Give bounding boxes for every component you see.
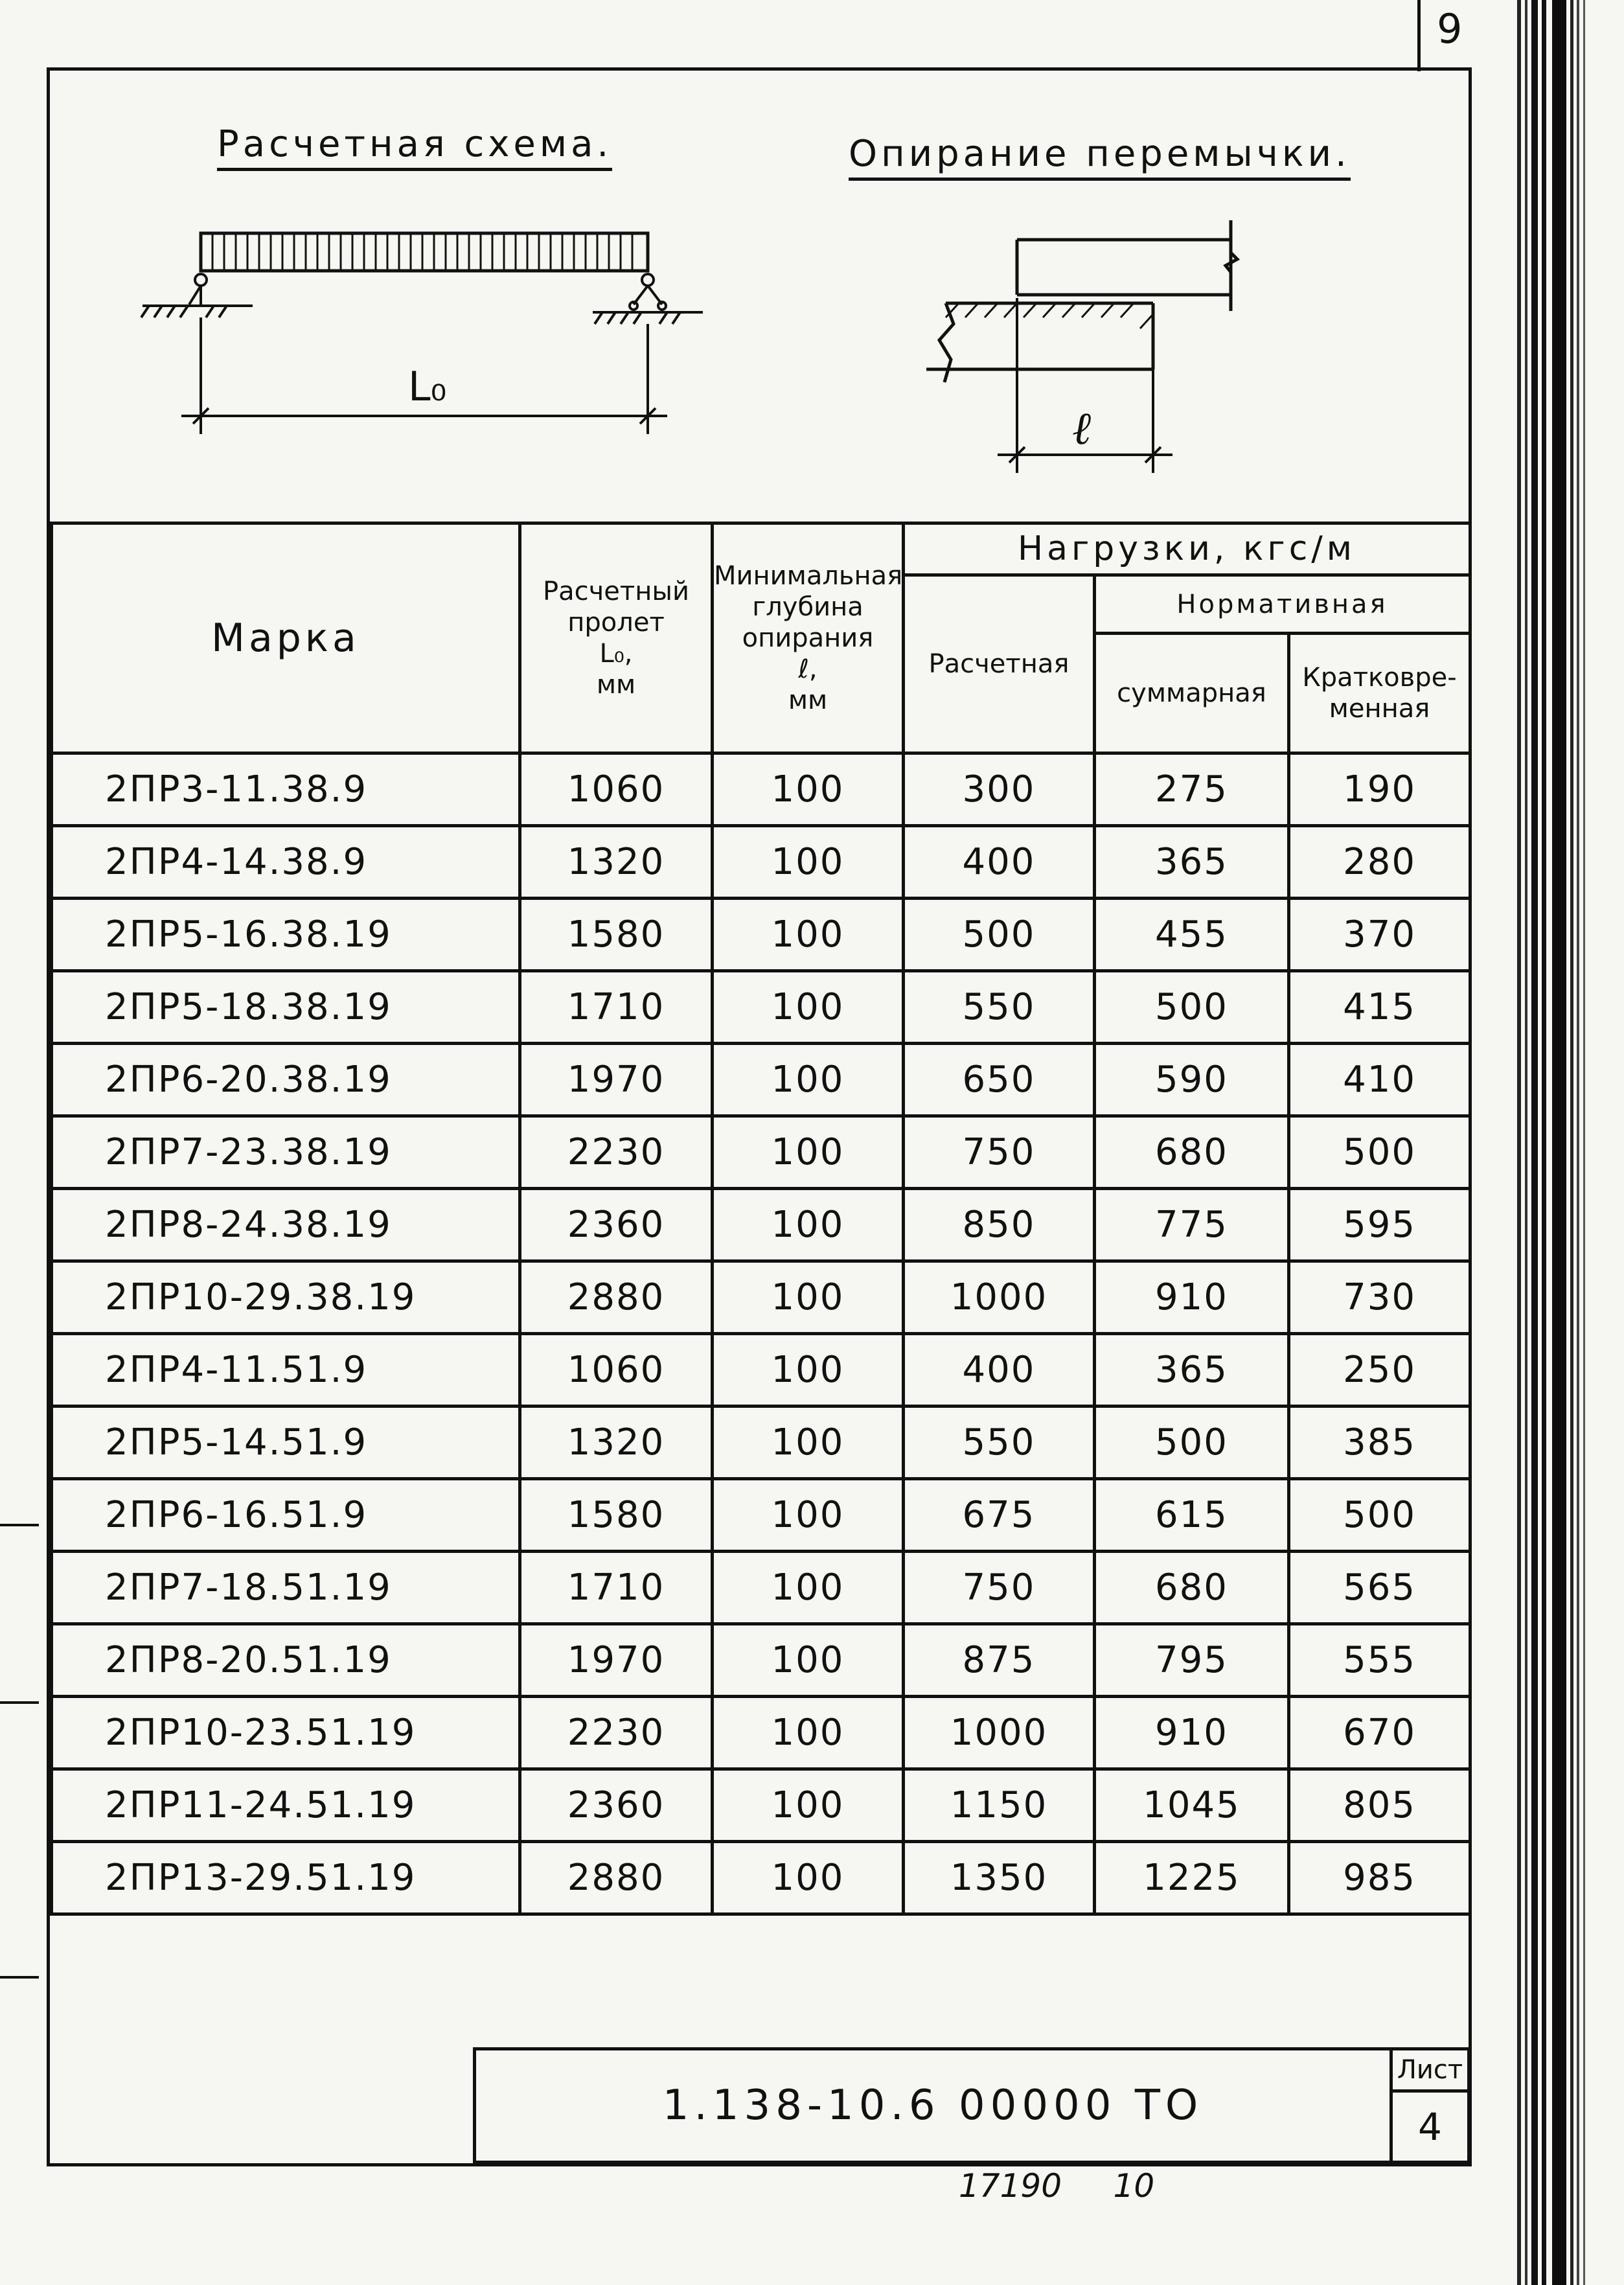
cell-design: 875 [904,1624,1095,1697]
cell-span: 1320 [520,826,713,899]
table-row [52,971,1470,1044]
document-code: 1.138-10.6 00000 ТО [473,2047,1393,2164]
cell-design: 300 [904,753,1095,826]
cell-short: 280 [1289,826,1470,899]
margin-tick [0,1701,39,1704]
page-number-rule [1417,0,1421,71]
table-row [52,1842,1470,1914]
cell-depth: 100 [713,1842,904,1914]
cell-depth: 100 [713,1261,904,1334]
cell-short: 370 [1289,899,1470,971]
header-shortterm: Кратковре- менная [1289,634,1470,753]
cell-span: 1710 [520,1552,713,1624]
span-label: L₀ [408,363,447,410]
cell-mark: 2ПР7-23.38.19 [52,1116,520,1189]
header-depth: Минимальная глубина опирания ℓ, мм [713,523,904,753]
support-heading: Опирание перемычки. [849,133,1351,181]
cell-total: 910 [1095,1697,1289,1769]
cell-depth: 100 [713,971,904,1044]
cell-span: 1060 [520,753,713,826]
cell-design: 400 [904,826,1095,899]
cell-span: 1580 [520,1479,713,1552]
cell-span: 2230 [520,1116,713,1189]
cell-short: 500 [1289,1479,1470,1552]
cell-short: 500 [1289,1116,1470,1189]
cell-design: 750 [904,1552,1095,1624]
sheet-number: 4 [1390,2089,1470,2164]
cell-total: 455 [1095,899,1289,971]
table-row [52,1261,1470,1334]
header-total: суммарная [1095,634,1289,753]
table-row [52,899,1470,971]
table-row [52,1479,1470,1552]
cell-mark: 2ПР6-16.51.9 [52,1479,520,1552]
cell-design: 400 [904,1334,1095,1407]
cell-design: 550 [904,971,1095,1044]
left-support [141,274,253,317]
binding-strip [1516,0,1624,2285]
cell-total: 365 [1095,826,1289,899]
cell-depth: 100 [713,753,904,826]
cell-depth: 100 [713,1769,904,1842]
cell-short: 595 [1289,1189,1470,1261]
header-mark: Марка [52,523,520,753]
cell-span: 1320 [520,1407,713,1479]
cell-total: 680 [1095,1552,1289,1624]
cell-design: 750 [904,1116,1095,1189]
cell-design: 850 [904,1189,1095,1261]
cell-span: 2230 [520,1697,713,1769]
cell-mark: 2ПР5-16.38.19 [52,899,520,971]
cell-design: 1000 [904,1261,1095,1334]
cell-span: 1710 [520,971,713,1044]
scheme-heading: Расчетная схема. [217,123,612,171]
header-normative: Нормативная [1095,575,1470,634]
cell-total: 365 [1095,1334,1289,1407]
cell-short: 385 [1289,1407,1470,1479]
specification-table [50,522,1472,1916]
cell-mark: 2ПР10-23.51.19 [52,1697,520,1769]
cell-depth: 100 [713,1697,904,1769]
cell-design: 1150 [904,1769,1095,1842]
cell-mark: 2ПР3-11.38.9 [52,753,520,826]
cell-depth: 100 [713,1479,904,1552]
header-span: Расчетный пролет L₀, мм [520,523,713,753]
cell-total: 615 [1095,1479,1289,1552]
table-row [52,1407,1470,1479]
cell-mark: 2ПР7-18.51.19 [52,1552,520,1624]
table-row [52,1697,1470,1769]
cell-total: 775 [1095,1189,1289,1261]
cell-short: 555 [1289,1624,1470,1697]
table-row [52,1624,1470,1697]
cell-design: 1000 [904,1697,1095,1769]
cell-short: 250 [1289,1334,1470,1407]
table-row [52,1044,1470,1116]
cell-mark: 2ПР4-14.38.9 [52,826,520,899]
table-row [52,1189,1470,1261]
cell-span: 1580 [520,899,713,971]
cell-span: 1060 [520,1334,713,1407]
cell-short: 565 [1289,1552,1470,1624]
cell-short: 410 [1289,1044,1470,1116]
cell-design: 1350 [904,1842,1095,1914]
cell-short: 415 [1289,971,1470,1044]
cell-span: 2360 [520,1189,713,1261]
cell-span: 1970 [520,1624,713,1697]
cell-short: 670 [1289,1697,1470,1769]
cell-mark: 2ПР5-14.51.9 [52,1407,520,1479]
cell-total: 680 [1095,1116,1289,1189]
cell-span: 2880 [520,1261,713,1334]
cell-mark: 2ПР11-24.51.19 [52,1769,520,1842]
cell-depth: 100 [713,1334,904,1407]
cell-total: 910 [1095,1261,1289,1334]
cell-short: 190 [1289,753,1470,826]
cell-total: 1225 [1095,1842,1289,1914]
table-row [52,1769,1470,1842]
table-row [52,1116,1470,1189]
cell-mark: 2ПР4-11.51.9 [52,1334,520,1407]
cell-depth: 100 [713,1552,904,1624]
cell-mark: 2ПР13-29.51.19 [52,1842,520,1914]
table-row [52,826,1470,899]
cell-mark: 2ПР8-20.51.19 [52,1624,520,1697]
table-row [52,753,1470,826]
cell-total: 590 [1095,1044,1289,1116]
cell-mark: 2ПР10-29.38.19 [52,1261,520,1334]
calculation-scheme-diagram [130,220,713,441]
table-row [52,1552,1470,1624]
cell-total: 1045 [1095,1769,1289,1842]
table-row [52,1334,1470,1407]
page-number: 9 [1437,5,1463,52]
cell-depth: 100 [713,1189,904,1261]
cell-design: 550 [904,1407,1095,1479]
footer-note: 17190 10 [959,2167,1155,2205]
cell-depth: 100 [713,1044,904,1116]
cell-design: 500 [904,899,1095,971]
cell-span: 1970 [520,1044,713,1116]
cell-mark: 2ПР8-24.38.19 [52,1189,520,1261]
cell-short: 985 [1289,1842,1470,1914]
cell-design: 675 [904,1479,1095,1552]
cell-total: 500 [1095,971,1289,1044]
cell-span: 2880 [520,1842,713,1914]
cell-design: 650 [904,1044,1095,1116]
cell-mark: 2ПР6-20.38.19 [52,1044,520,1116]
cell-total: 500 [1095,1407,1289,1479]
cell-depth: 100 [713,1116,904,1189]
beam [201,233,648,271]
header-design-load: Расчетная [904,575,1095,753]
right-support [593,274,703,324]
cell-short: 730 [1289,1261,1470,1334]
cell-depth: 100 [713,1407,904,1479]
margin-tick [0,1524,39,1526]
cell-total: 275 [1095,753,1289,826]
margin-tick [0,1976,39,1979]
title-block [473,2047,1470,2164]
cell-depth: 100 [713,899,904,971]
header-loads: Нагрузки, кгс/м [904,523,1470,575]
support-depth-label: ℓ [1072,402,1092,455]
sheet-label: Лист [1390,2047,1470,2093]
cell-mark: 2ПР5-18.38.19 [52,971,520,1044]
cell-short: 805 [1289,1769,1470,1842]
cell-span: 2360 [520,1769,713,1842]
cell-depth: 100 [713,1624,904,1697]
cell-total: 795 [1095,1624,1289,1697]
support-detail-diagram [920,207,1257,479]
cell-depth: 100 [713,826,904,899]
